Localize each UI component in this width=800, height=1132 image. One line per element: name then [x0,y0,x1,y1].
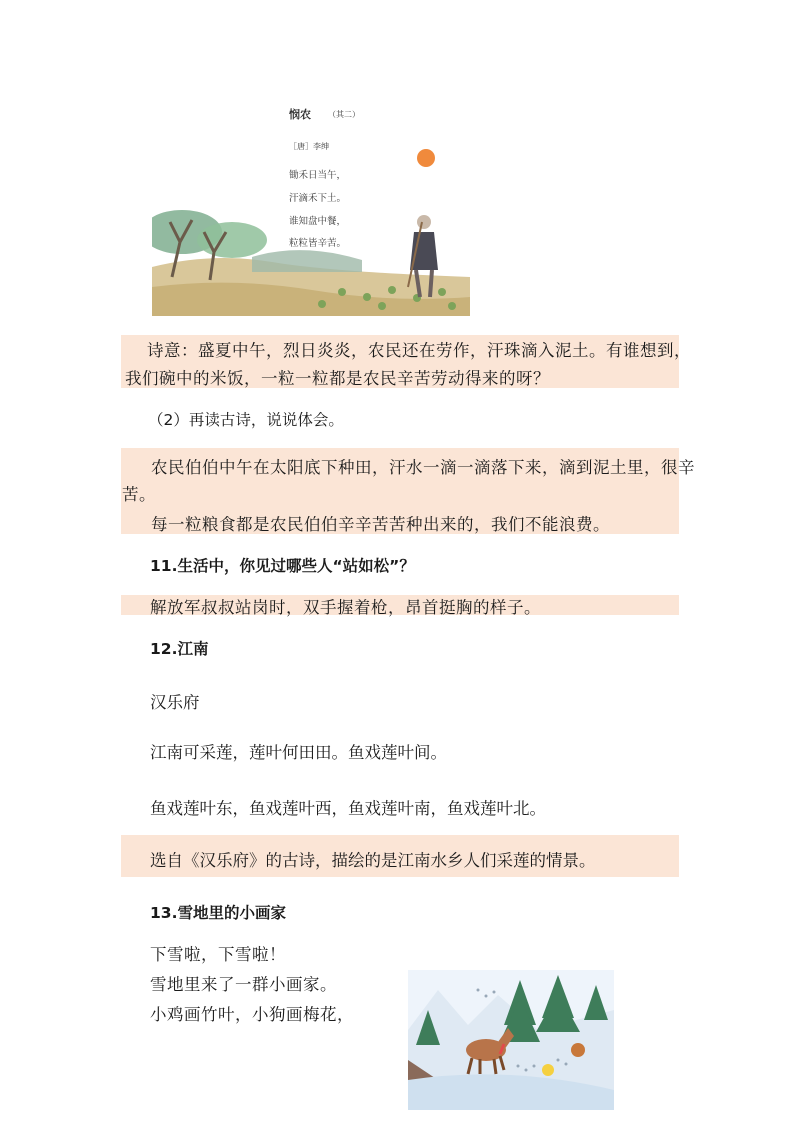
poem-subtitle: （其二） [328,110,360,119]
q11-answer: 解放军叔叔站岗时，双手握着枪，昂首挺胸的样子。 [150,598,541,617]
poem-line: 汗滴禾下土。 [289,193,347,204]
poem-line: 鱼戏莲叶东，鱼戏莲叶西，鱼戏莲叶南，鱼戏莲叶北。 [150,799,546,818]
poem-illustration [152,92,470,316]
poem-source: 汉乐府 [150,693,200,712]
poem-meaning-line: 诗意：盛夏中午，烈日炎炎，农民还在劳作，汗珠滴入泥土。有谁想到， [147,341,691,360]
question-13-heading: 13.雪地里的小画家 [150,904,286,922]
reflection-line: 每一粒粮食都是农民伯伯辛辛苦苦种出来的，我们不能浪费。 [151,515,610,534]
reflection-line: 农民伯伯中午在太阳底下种田，汗水一滴一滴落下来，滴到泥土里，很辛 [151,458,695,477]
poem-line: 小鸡画竹叶，小狗画梅花， [150,1005,354,1024]
poem-line: 下雪啦，下雪啦！ [150,945,286,964]
puppy-figure [571,1043,585,1057]
question-12-heading: 12.江南 [150,640,209,658]
poem-line: 谁知盘中餐， [289,216,347,227]
poem-line: 粒粒皆辛苦。 [289,238,347,249]
poem-author: ［唐］李绅 [289,142,329,151]
poem-line: 雪地里来了一群小画家。 [150,975,337,994]
reread-prompt: （2）再读古诗，说说体会。 [148,411,344,429]
poem-title: 悯农 [289,108,311,121]
reflection-line: 苦。 [122,485,156,504]
chick-figure [542,1064,554,1076]
poem-line: 锄禾日当午， [289,170,347,181]
poem-line: 江南可采莲，莲叶何田田。鱼戏莲叶间。 [150,743,447,762]
snow-illustration [408,970,614,1110]
question-11-heading: 11.生活中，你见过哪些人“站如松”？ [150,557,415,575]
q12-note: 选自《汉乐府》的古诗，描绘的是江南水乡人们采莲的情景。 [150,851,596,870]
poem-meaning-line: 我们碗中的米饭，一粒一粒都是农民辛苦劳动得来的呀？ [125,369,550,388]
